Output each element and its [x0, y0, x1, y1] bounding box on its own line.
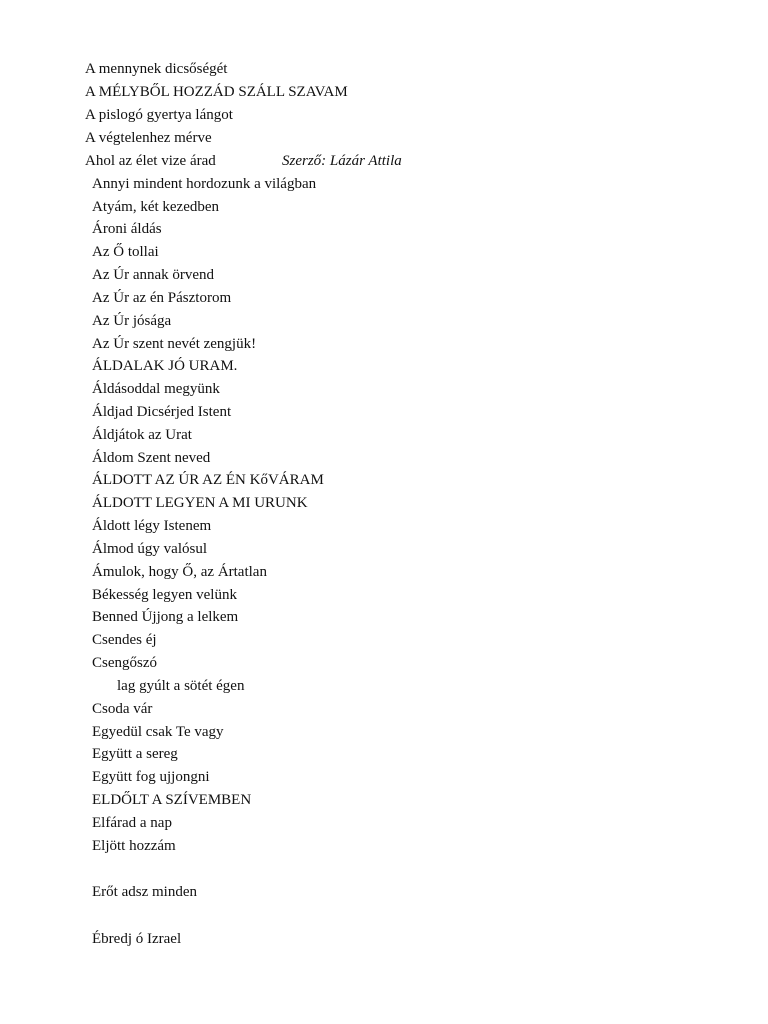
song-title: Áldott légy Istenem	[92, 518, 212, 534]
song-title: Békesség legyen velünk	[92, 587, 237, 603]
song-title: ÁLDOTT LEGYEN A MI URUNK	[92, 495, 308, 511]
song-title: Eljött hozzám	[92, 838, 176, 854]
song-title: Ámulok, hogy Ő, az Ártatlan	[92, 564, 267, 580]
song-title: Álmod úgy valósul	[92, 541, 207, 557]
song-title: A MÉLYBŐL HOZZÁD SZÁLL SZAVAM	[85, 84, 348, 100]
song-title: ELDŐLT A SZÍVEMBEN	[92, 792, 252, 808]
song-title: Csengőszó	[92, 655, 157, 671]
song-title: Az Úr jósága	[92, 313, 172, 329]
song-title: A pislogó gyertya lángot	[85, 107, 233, 123]
song-title: A végtelenhez mérve	[85, 130, 212, 146]
song-title: Elfárad a nap	[92, 815, 172, 831]
song-title: Benned Újjong a lelkem	[92, 609, 239, 625]
song-title: lag gyúlt a sötét égen	[117, 678, 245, 694]
song-title: Áldásoddal megyünk	[92, 381, 220, 397]
song-title: Áldjátok az Urat	[92, 427, 192, 443]
song-title: Ahol az élet vize árad	[85, 153, 216, 169]
song-title: Ébredj ó Izrael	[92, 931, 182, 947]
song-title: Egyedül csak Te vagy	[92, 724, 224, 740]
author-credit: Szerző: Lázár Attila	[282, 153, 402, 169]
song-title: Az Úr az én Pásztorom	[92, 290, 232, 306]
song-title: Áldom Szent neved	[92, 450, 211, 466]
song-title: Csendes éj	[92, 632, 157, 648]
song-title: A mennynek dicsőségét	[85, 61, 228, 77]
song-title: Csoda vár	[92, 701, 153, 717]
song-title: Ároni áldás	[92, 221, 162, 237]
song-title: Együtt a sereg	[92, 746, 178, 762]
song-title: Áldjad Dicsérjed Istent	[92, 404, 232, 420]
song-title: Az Ő tollai	[92, 244, 159, 260]
song-title: Az Úr szent nevét zengjük!	[92, 336, 257, 352]
song-title: ÁLDOTT AZ ÚR AZ ÉN KőVÁRAM	[92, 472, 324, 488]
song-title: Erőt adsz minden	[92, 884, 197, 900]
song-title: Együtt fog ujjongni	[92, 769, 210, 785]
song-title: Az Úr annak örvend	[92, 267, 215, 283]
song-title: Annyi mindent hordozunk a világban	[92, 176, 317, 192]
song-title: ÁLDALAK JÓ URAM.	[92, 358, 238, 374]
song-title: Atyám, két kezedben	[92, 199, 220, 215]
